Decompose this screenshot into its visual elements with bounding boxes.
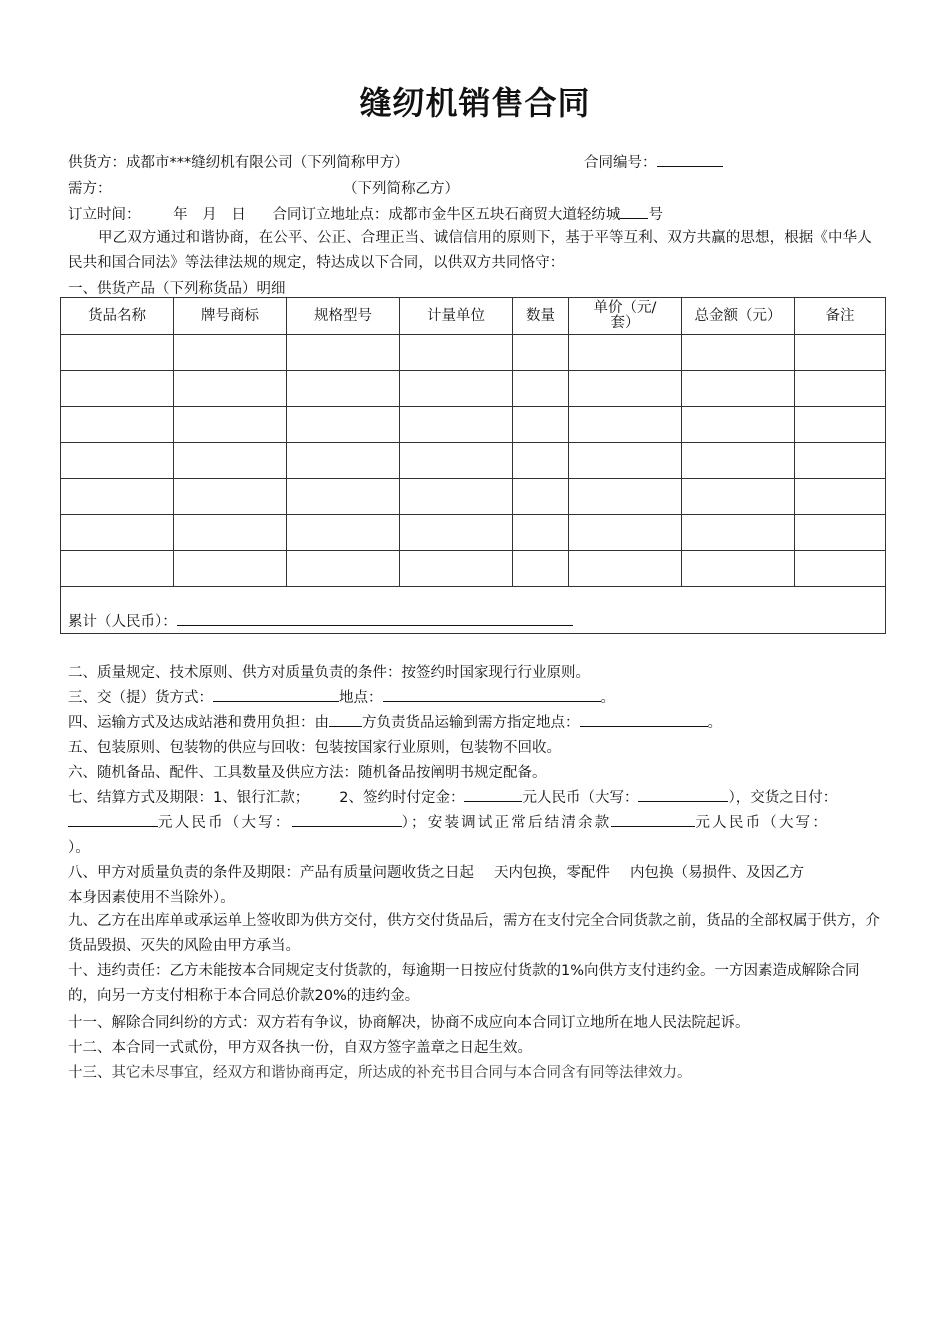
table-row xyxy=(61,443,886,479)
section-8-line-1 xyxy=(68,861,804,882)
table-cell xyxy=(400,407,513,443)
table-cell xyxy=(174,335,287,371)
table-body xyxy=(61,335,886,634)
table-cell xyxy=(400,371,513,407)
s3-text-c: 。 xyxy=(600,690,615,706)
table-cell xyxy=(795,479,886,515)
section-12: 十二、本合同一式贰份，甲方双各执一份，自双方签字盖章之日起生效。 xyxy=(68,1040,532,1056)
table-cell xyxy=(61,443,174,479)
table-cell xyxy=(61,515,174,551)
contract-no-label: 合同编号： xyxy=(584,155,657,171)
table-cell xyxy=(400,443,513,479)
table-cell xyxy=(569,335,682,371)
s7-text-c: 元人民币（大写： xyxy=(522,790,639,806)
date-label: 订立时间： xyxy=(68,207,141,223)
col-total-amount: 总金额（元） xyxy=(682,298,795,335)
table-cell xyxy=(513,551,569,587)
col-spec: 规格型号 xyxy=(287,298,400,335)
table-cell xyxy=(513,515,569,551)
total-label: 累计（人民币）： xyxy=(68,614,177,630)
table-cell xyxy=(61,551,174,587)
supplier-line: 供货方：成都市***缝纫机有限公司（下列简称甲方） xyxy=(68,155,409,171)
s7-blank-3 xyxy=(68,812,158,827)
table-cell xyxy=(174,479,287,515)
s3-text-b: 地点： xyxy=(339,690,383,706)
table-cell xyxy=(795,371,886,407)
table-cell xyxy=(569,371,682,407)
section-10: 十、违约责任：乙方未能按本合同规定支付货款的，每逾期一日按应付货款的1%向供方支付违约金。一方因素造成解除合同的，向另一方支付相称于本合同总价款20%的违约金。 xyxy=(68,963,860,1004)
date-day: 日 xyxy=(231,207,246,223)
section-8-line-2: 本身因素使用不当除外）。 xyxy=(68,890,235,906)
table-cell xyxy=(61,407,174,443)
table-cell xyxy=(513,479,569,515)
date-line xyxy=(68,203,663,224)
table-row xyxy=(61,371,886,407)
s8-text-a: 八、甲方对质量负责的条件及期限：产品有质量问题收货之日起 xyxy=(68,865,474,881)
total-cell xyxy=(61,587,886,634)
place-blank xyxy=(620,204,648,219)
table-cell xyxy=(682,479,795,515)
table-cell xyxy=(174,371,287,407)
table-cell xyxy=(61,371,174,407)
table-cell xyxy=(682,443,795,479)
table-cell xyxy=(400,515,513,551)
s7-text-e: 元人民币（大写： xyxy=(158,815,292,831)
table-cell xyxy=(682,515,795,551)
table-cell xyxy=(287,443,400,479)
document-title: 缝纫机销售合同 xyxy=(359,84,591,122)
col-unit-price: 单价（元/套） xyxy=(569,298,682,335)
s3-blank-1 xyxy=(213,687,339,702)
table-cell xyxy=(682,407,795,443)
table-row xyxy=(61,407,886,443)
buyer-label: 需方： xyxy=(68,181,112,197)
s3-blank-2 xyxy=(383,687,601,702)
table-cell xyxy=(287,407,400,443)
buyer-note: （下列简称乙方） xyxy=(343,181,459,197)
section-5: 五、包装原则、包装物的供应与回收：包装按国家行业原则，包装物不回收。 xyxy=(68,740,561,756)
goods-table xyxy=(60,297,886,634)
table-header-row xyxy=(61,298,886,335)
table-cell xyxy=(174,407,287,443)
table-cell xyxy=(174,551,287,587)
table-cell xyxy=(795,551,886,587)
table-cell xyxy=(287,371,400,407)
s4-text-c: 。 xyxy=(707,715,722,731)
table-cell xyxy=(287,479,400,515)
intro-paragraph: 甲乙双方通过和谐协商，在公平、公正、合理正当、诚信信用的原则下，基于平等互利、双方共赢的思想，根据《中华人民共和国合同法》等法律法规的规定，特达成以下合同，以供双方共同恪守： xyxy=(68,230,872,271)
section-7-line-1 xyxy=(68,786,837,807)
s13-text-b: 其它未尽事宜，经双方和谐协商再定，所达成的补充书目合同与本合同含有同等法律效力。 xyxy=(111,1065,692,1081)
s7-text-a: 七、结算方式及期限：1、银行汇款； xyxy=(68,790,310,806)
section-2: 二、质量规定、技术原则、供方对质量负责的条件：按签约时国家现行行业原则。 xyxy=(68,665,590,681)
place-suffix: 号 xyxy=(648,207,663,223)
s7-text-b: 2、签约时付定金： xyxy=(339,790,465,806)
table-cell xyxy=(400,479,513,515)
s7-text-f: ）；安装调试正常后结清余款 xyxy=(401,815,612,831)
table-cell xyxy=(400,551,513,587)
s4-blank-1 xyxy=(329,712,362,727)
section-11: 十一、解除合同纠纷的方式：双方若有争议，协商解决，协商不成应向本合同订立地所在地人民法院起诉。 xyxy=(68,1015,750,1031)
table-cell xyxy=(287,515,400,551)
table-cell xyxy=(569,515,682,551)
table-cell xyxy=(682,335,795,371)
s7-blank-4 xyxy=(292,812,402,827)
table-cell xyxy=(682,551,795,587)
table-cell xyxy=(513,443,569,479)
place-text: 合同订立地址点：成都市金牛区五块石商贸大道轻纺城 xyxy=(272,207,621,223)
table-row xyxy=(61,335,886,371)
s4-text-a: 四、运输方式及达成站港和费用负担：由 xyxy=(68,715,329,731)
s7-text-g: 元人民币（大写： xyxy=(695,815,830,831)
table-row xyxy=(61,515,886,551)
section-7-line-2 xyxy=(68,811,829,832)
total-blank xyxy=(177,611,573,626)
table-cell xyxy=(795,335,886,371)
date-month: 月 xyxy=(202,207,217,223)
table-cell xyxy=(174,443,287,479)
table-cell xyxy=(569,479,682,515)
section-9: 九、乙方在出库单或承运单上签收即为供方交付，供方交付货品后，需方在支付完全合同货款之前，货品的全部权属于供方，介货品毁损、灭失的风险由甲方承当。 xyxy=(68,913,880,954)
section-4 xyxy=(68,711,722,732)
s4-text-b: 方负责货品运输到需方指定地点： xyxy=(362,715,580,731)
table-total-row xyxy=(61,587,886,634)
table-cell xyxy=(513,335,569,371)
table-cell xyxy=(569,443,682,479)
s13-text-a: 十三、 xyxy=(68,1065,112,1081)
section-7-line-3: ）。 xyxy=(68,840,90,856)
table-row xyxy=(61,479,886,515)
table-cell xyxy=(400,335,513,371)
s8-text-c: 内包换（易损件、及因乙方 xyxy=(630,865,804,881)
col-brand: 牌号商标 xyxy=(174,298,287,335)
table-cell xyxy=(287,551,400,587)
contract-no-blank xyxy=(657,152,723,167)
table-cell xyxy=(795,443,886,479)
table-row xyxy=(61,551,886,587)
s8-text-b: 天内包换，零配件 xyxy=(494,865,610,881)
col-remarks: 备注 xyxy=(795,298,886,335)
section-6: 六、随机备品、配件、工具数量及供应方法：随机备品按阐明书规定配备。 xyxy=(68,765,547,781)
table-cell xyxy=(513,407,569,443)
table-cell xyxy=(795,407,886,443)
col-unit: 计量单位 xyxy=(400,298,513,335)
section-1-title: 一、供货产品（下列称货品）明细 xyxy=(68,281,286,297)
s4-blank-2 xyxy=(580,712,708,727)
table-cell xyxy=(174,515,287,551)
col-quantity: 数量 xyxy=(513,298,569,335)
table-cell xyxy=(61,335,174,371)
s7-blank-5 xyxy=(611,812,695,827)
table-cell xyxy=(513,371,569,407)
table-cell xyxy=(569,551,682,587)
table-cell xyxy=(569,407,682,443)
section-13 xyxy=(68,1061,692,1082)
s7-blank-1 xyxy=(464,787,522,802)
s7-blank-2 xyxy=(638,787,728,802)
date-year: 年 xyxy=(173,207,188,223)
table-cell xyxy=(795,515,886,551)
col-goods-name: 货品名称 xyxy=(61,298,174,335)
s3-text-a: 三、交（提）货方式： xyxy=(68,690,213,706)
contract-no xyxy=(584,151,723,172)
table-cell xyxy=(682,371,795,407)
s7-text-d: ），交货之日付： xyxy=(728,790,838,806)
table-cell xyxy=(61,479,174,515)
section-3 xyxy=(68,686,615,707)
table-cell xyxy=(287,335,400,371)
